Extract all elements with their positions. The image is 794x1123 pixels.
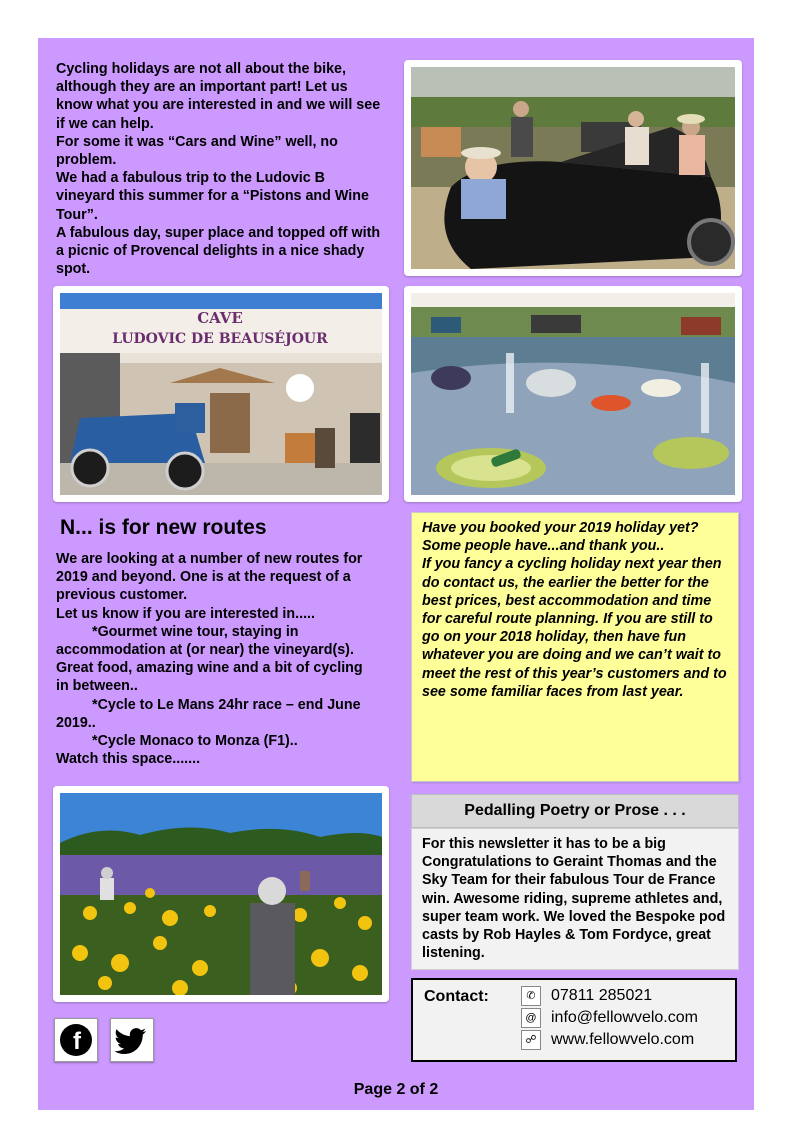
link-icon: ☍ xyxy=(521,1030,541,1050)
poetry-box xyxy=(411,828,739,970)
photo-picnic xyxy=(404,286,742,502)
twitter-button[interactable] xyxy=(110,1018,154,1062)
facebook-button[interactable] xyxy=(54,1018,98,1062)
photo-vintage-car xyxy=(404,60,742,276)
photo-cave-ludovic xyxy=(53,286,389,502)
booking-line: If you fancy a cycling holiday next year then do contact us, the earlier the better for the best prices, best accommodation and time for careful route planning. If you are still to go on your 2018 holiday, then have fun whatever you are doing and we can’t wait to meet the rest of this year’s customers and to see some familiar faces from last year. xyxy=(422,556,727,700)
facebook-glyph: f xyxy=(73,1028,81,1055)
contact-website-row[interactable] xyxy=(521,1030,694,1050)
intro-line: We had a fabulous trip to the Ludovic B vineyard this summer for a “Pistons and Wine Tour”. xyxy=(56,170,369,223)
twitter-icon xyxy=(111,1019,153,1061)
at-sign-icon: @ xyxy=(521,1008,541,1028)
sunflowers-image xyxy=(60,793,382,995)
contact-email-row[interactable] xyxy=(521,1008,698,1028)
routes-line: Watch this space....... xyxy=(56,751,201,768)
routes-line: Let us know if you are interested in..... xyxy=(56,605,315,622)
intro-line: For some it was “Cars and Wine” well, no problem. xyxy=(56,133,338,169)
facebook-icon xyxy=(55,1019,97,1061)
routes-line: We are looking at a number of new routes for 2019 and beyond. One is at the request of a previous customer. xyxy=(56,551,363,604)
contact-website[interactable]: www.fellowvelo.com xyxy=(551,1031,695,1048)
cave-sign-line1: CAVE xyxy=(197,309,243,327)
routes-line: *Cycle to Le Mans 24hr race – end June 2019.. xyxy=(56,696,361,731)
cave-sign-line2: LUDOVIC DE BEAUSÉJOUR xyxy=(112,331,328,347)
contact-box xyxy=(411,978,737,1062)
newsletter-page xyxy=(38,38,754,1110)
intro-text xyxy=(56,60,386,278)
contact-label: Contact: xyxy=(424,988,489,1005)
contact-email[interactable]: info@fellowvelo.com xyxy=(551,1009,698,1026)
booking-box xyxy=(411,512,739,782)
routes-heading: N... is for new routes xyxy=(60,516,267,539)
cave-ludovic-image xyxy=(60,293,382,495)
booking-line: Have you booked your 2019 holiday yet? Some people have...and thank you.. xyxy=(422,520,699,555)
picnic-image xyxy=(411,293,735,495)
routes-text xyxy=(56,550,376,768)
contact-phone[interactable]: 07811 285021 xyxy=(551,987,653,1004)
intro-line: Cycling holidays are not all about the bike, although they are an important part! Let us know what you are interested in and we will see if we can help. xyxy=(56,61,381,132)
phone-icon: ✆ xyxy=(521,986,541,1006)
vintage-car-image xyxy=(411,67,735,269)
contact-phone-row[interactable] xyxy=(521,986,652,1006)
routes-line: *Cycle Monaco to Monza (F1).. xyxy=(92,733,298,750)
routes-line: *Gourmet wine tour, staying in accommodation at (or near) the vineyard(s). Great food, amazing wine and a bit of cycling in between.. xyxy=(56,623,363,695)
page-number: Page 2 of 2 xyxy=(353,1081,439,1098)
photo-sunflowers xyxy=(53,786,389,1002)
poetry-title: Pedalling Poetry or Prose . . . xyxy=(411,794,739,828)
poetry-text: For this newsletter it has to be a big Congratulations to Geraint Thomas and the Sky Team for their fabulous Tour de France win. Awesome riding, supreme athletes and, super team work. We loved the Bespoke pod casts by Rob Hayles & Tom Fordyce, great listening. xyxy=(422,836,726,962)
intro-line: A fabulous day, super place and topped off with a picnic of Provencal delights in a nice shady spot. xyxy=(56,224,381,278)
